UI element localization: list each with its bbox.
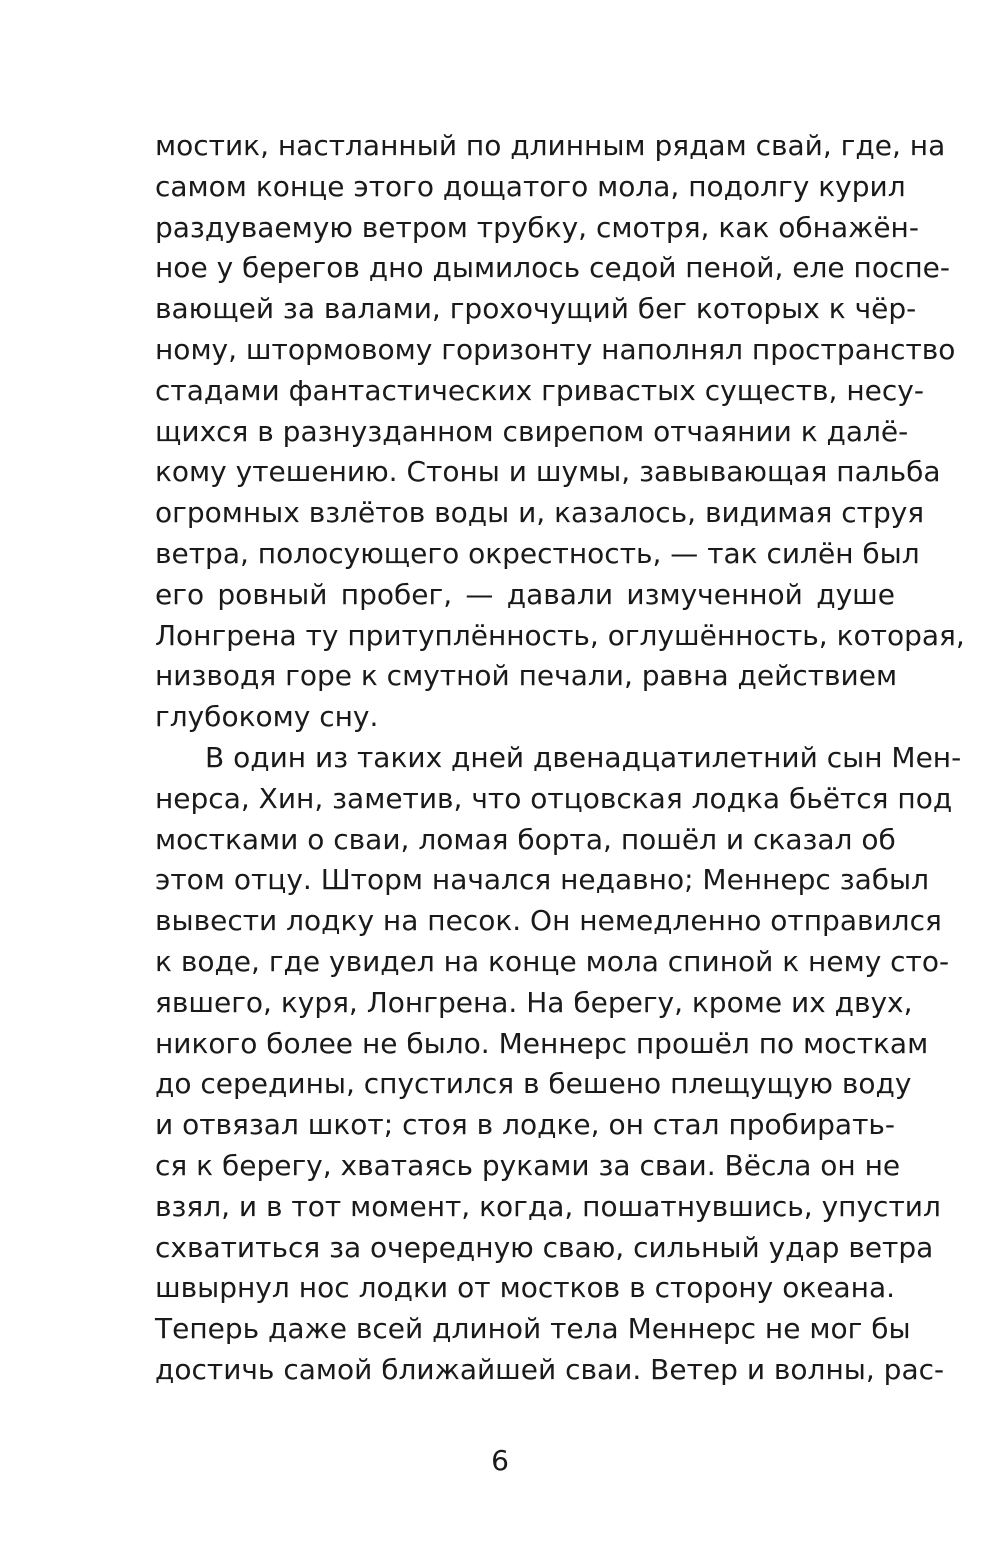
text-line: раздуваемую ветром трубку, смотря, как обнажён- [155,210,919,244]
text-line: схватиться за очередную сваю, сильный удар ветра [155,1230,934,1264]
text-line: швырнул нос лодки от мостков в сторону океана. [155,1271,895,1305]
text-line: низводя горе к смутной печали, равна действием [155,659,898,693]
text-line: явшего, куря, Лонгрена. На берегу, кроме их двух, [155,985,913,1019]
text-line: ное у берегов дно дымилось седой пеной, еле поспе- [155,251,950,285]
text-line: этом отцу. Шторм начался недавно; Меннерс забыл [155,863,930,897]
text-line: нерса, Хин, заметив, что отцовская лодка бьётся под [155,781,953,815]
text-line: Лонгрена ту притуплённость, оглушённость, которая, [155,618,965,652]
text-line: щихся в разнузданном свирепом отчаянии к далё- [155,414,909,448]
text-line: В один из таких дней двенадцатилетний сын Мен- [205,740,962,774]
text-line: самом конце этого дощатого мола, подолгу курил [155,169,906,203]
text-line: вывести лодку на песок. Он немедленно отправился [155,904,942,938]
text-line: ному, штормовому горизонту наполнял пространство [155,332,956,366]
text-line: ся к берегу, хватаясь руками за сваи. Вёсла он не [155,1148,901,1182]
text-line: его ровный пробег, — давали измученной душе [155,577,895,611]
text-line: вающей за валами, грохочущий бег которых к чёр- [155,292,917,326]
text-line: мостками о сваи, ломая борта, пошёл и сказал об [155,822,896,856]
text-line: стадами фантастических гривастых существ, несу- [155,373,924,407]
page-number: 6 [491,1444,509,1477]
body-text [155,126,965,1391]
text-line: кому утешению. Стоны и шумы, завывающая пальба [155,455,941,489]
text-line: Теперь даже всей длиной тела Меннерс не мог бы [155,1312,911,1346]
text-line: мостик, настланный по длинным рядам свай, где, на [155,129,946,162]
text-line: огромных взлётов воды и, казалось, видимая струя [155,496,925,530]
text-line: глубокому сну. [155,700,379,734]
text-line: к воде, где увидел на конце мола спиной к нему сто- [155,944,950,978]
text-line: никого более не было. Меннерс прошёл по мосткам [155,1026,929,1060]
text-line: до середины, спустился в бешено плещущую воду [155,1067,912,1101]
text-line: взял, и в тот момент, когда, пошатнувшись, упустил [155,1189,941,1223]
text-line: и отвязал шкот; стоя в лодке, он стал пробирать- [155,1108,895,1142]
text-line: ветра, полосующего окрестность, — так силён был [155,536,920,570]
text-line: достичь самой ближайшей сваи. Ветер и волны, рас- [155,1352,945,1386]
